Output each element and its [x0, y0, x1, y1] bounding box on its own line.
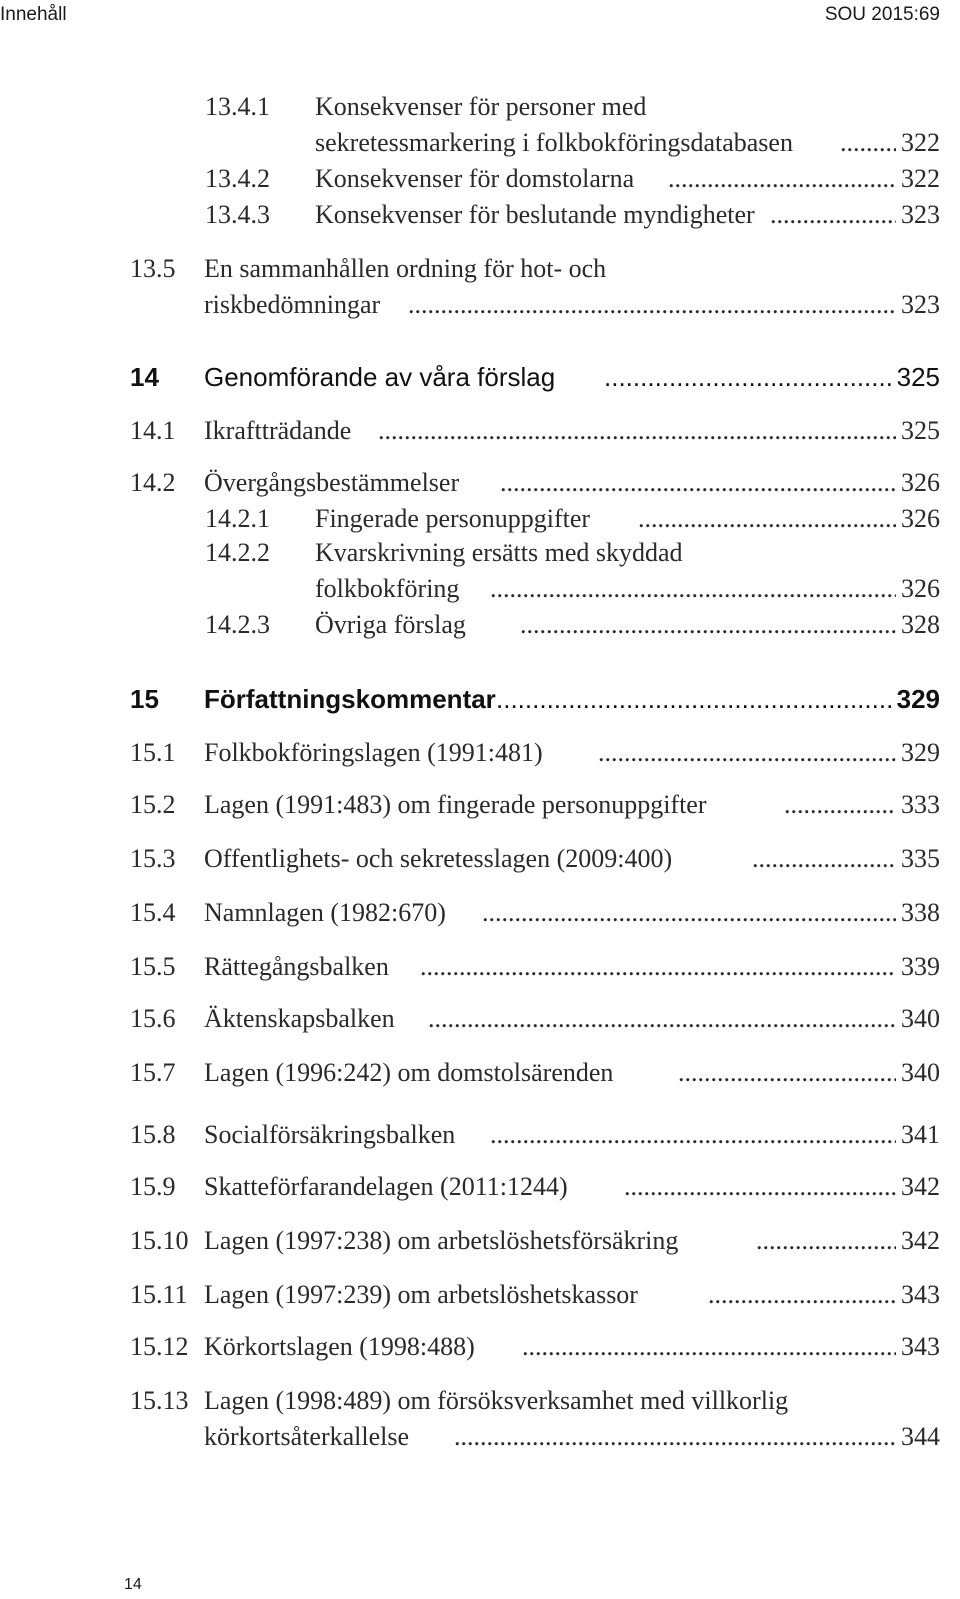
- toc-page-number: 328: [901, 610, 940, 639]
- toc-number: 14.2.1: [205, 504, 270, 533]
- toc-leader-dots: [840, 128, 896, 158]
- toc-leader-dots: [770, 200, 896, 230]
- toc-number: 15.11: [130, 1280, 188, 1309]
- toc-page-number: 325: [901, 416, 940, 445]
- toc-leader-dots: [420, 952, 896, 982]
- toc-leader-dots: [598, 738, 896, 768]
- toc-page-number: 326: [901, 504, 940, 533]
- toc-number: 14.2.2: [205, 538, 270, 567]
- toc-number: 15.13: [130, 1386, 189, 1415]
- toc-leader-dots: [378, 416, 896, 446]
- toc-number: 15.2: [130, 790, 176, 819]
- toc-page-number: 323: [901, 200, 940, 229]
- toc-leader-dots: [520, 610, 896, 640]
- toc-page-number: 333: [901, 790, 940, 819]
- toc-leader-dots: [408, 290, 896, 320]
- toc-leader-dots: [752, 844, 896, 874]
- toc-title-line: Lagen (1996:242) om domstolsärenden: [204, 1058, 614, 1087]
- toc-leader-dots: [708, 1280, 896, 1310]
- toc-title-line: sekretessmarkering i folkbokföringsdatabasen: [315, 128, 793, 157]
- toc-number: 13.4.2: [205, 164, 270, 193]
- toc-leader-dots: [604, 362, 894, 393]
- toc-title-line: Skatteförfarandelagen (2011:1244): [204, 1172, 568, 1201]
- toc-number: 14.1: [130, 416, 176, 445]
- toc-title-line: Lagen (1991:483) om fingerade personuppgifter: [204, 790, 707, 819]
- toc-page-number: 325: [896, 362, 940, 392]
- toc-title-line: riskbedömningar: [204, 290, 381, 319]
- toc-number: 15.4: [130, 898, 176, 927]
- toc-leader-dots: [454, 1422, 896, 1452]
- header-section-title: Innehåll: [0, 4, 67, 25]
- toc-page-number: 335: [901, 844, 940, 873]
- toc-page-number: 326: [901, 468, 940, 497]
- toc-page-number: 343: [901, 1332, 940, 1361]
- toc-title-line: Konsekvenser för domstolarna: [315, 164, 635, 193]
- toc-title-line: Lagen (1997:239) om arbetslöshetskassor: [204, 1280, 638, 1309]
- toc-title-line: En sammanhållen ordning för hot- och: [204, 254, 607, 283]
- toc-number: 14.2: [130, 468, 176, 497]
- toc-title-line: Övriga förslag: [315, 610, 466, 639]
- toc-title-line: Namnlagen (1982:670): [204, 898, 446, 927]
- toc-leader-dots: [482, 898, 896, 928]
- toc-number: 15.12: [130, 1332, 189, 1361]
- toc-number: 15.7: [130, 1058, 176, 1087]
- toc-number: 15.3: [130, 844, 176, 873]
- toc-title-line: Konsekvenser för personer med: [315, 92, 647, 121]
- toc-title-line: körkortsåterkallelse: [204, 1422, 410, 1451]
- toc-title-line: Folkbokföringslagen (1991:481): [204, 738, 543, 767]
- toc-number: 14.2.3: [205, 610, 270, 639]
- toc-page-number: 322: [901, 164, 940, 193]
- toc-page-number: 329: [901, 738, 940, 767]
- header-document-id: SOU 2015:69: [824, 4, 940, 25]
- toc-title-line: Socialförsäkringsbalken: [204, 1120, 456, 1149]
- toc-page-number: 340: [901, 1058, 940, 1087]
- toc-title-line: Övergångsbestämmelser: [204, 468, 460, 497]
- toc-page-number: 329: [896, 684, 940, 714]
- toc-leader-dots: [668, 164, 896, 194]
- toc-title-line: Ikraftträdande: [204, 416, 352, 445]
- toc-title-line: Lagen (1998:489) om försöksverksamhet med villkorlig: [204, 1386, 789, 1415]
- toc-chapter-number: 14: [130, 362, 159, 392]
- toc-leader-dots: [428, 1004, 896, 1034]
- toc-leader-dots: [638, 504, 896, 534]
- toc-number: 15.8: [130, 1120, 176, 1149]
- toc-page-number: 343: [901, 1280, 940, 1309]
- toc-chapter-title: Genomförande av våra förslag: [204, 362, 556, 392]
- toc-title-line: Lagen (1997:238) om arbetslöshetsförsäkring: [204, 1226, 679, 1255]
- toc-number: 15.1: [130, 738, 176, 767]
- toc-leader-dots: [678, 1058, 896, 1088]
- toc-page-number: 339: [901, 952, 940, 981]
- toc-title-line: Kvarskrivning ersätts med skyddad: [315, 538, 683, 567]
- toc-title-line: Fingerade personuppgifter: [315, 504, 591, 533]
- toc-page-number: 344: [901, 1422, 940, 1451]
- toc-page-number: 340: [901, 1004, 940, 1033]
- toc-number: 15.9: [130, 1172, 176, 1201]
- toc-chapter-title: Författningskommentar: [204, 684, 496, 714]
- toc-leader-dots: [756, 1226, 896, 1256]
- toc-page-number: 342: [901, 1172, 940, 1201]
- toc-leader-dots: [624, 1172, 896, 1202]
- toc-leader-dots: [522, 1332, 896, 1362]
- toc-title-line: Offentlighets- och sekretesslagen (2009:400): [204, 844, 673, 873]
- toc-number: 15.10: [130, 1226, 189, 1255]
- toc-leader-dots: [490, 1120, 896, 1150]
- toc-title-line: Äktenskapsbalken: [204, 1004, 395, 1033]
- toc-title-line: Körkortslagen (1998:488): [204, 1332, 475, 1361]
- toc-title-line: folkbokföring: [315, 574, 460, 603]
- toc-number: 13.4.1: [205, 92, 270, 121]
- toc-leader-dots: [496, 684, 894, 715]
- toc-page-number: 322: [901, 128, 940, 157]
- toc-leader-dots: [490, 574, 896, 604]
- toc-number: 15.5: [130, 952, 176, 981]
- toc-leader-dots: [500, 468, 896, 498]
- toc-page-number: 323: [901, 290, 940, 319]
- toc-chapter-number: 15: [130, 684, 159, 714]
- toc-page-number: 338: [901, 898, 940, 927]
- toc-number: 15.6: [130, 1004, 176, 1033]
- toc-page-number: 341: [901, 1120, 940, 1149]
- toc-page-number: 326: [901, 574, 940, 603]
- toc-title-line: Konsekvenser för beslutande myndigheter: [315, 200, 755, 229]
- toc-leader-dots: [784, 790, 896, 820]
- toc-page-number: 342: [901, 1226, 940, 1255]
- toc-title-line: Rättegångsbalken: [204, 952, 389, 981]
- toc-number: 13.4.3: [205, 200, 270, 229]
- footer-page-number: 14: [124, 1576, 142, 1593]
- running-header: [0, 0, 960, 36]
- toc-number: 13.5: [130, 254, 176, 283]
